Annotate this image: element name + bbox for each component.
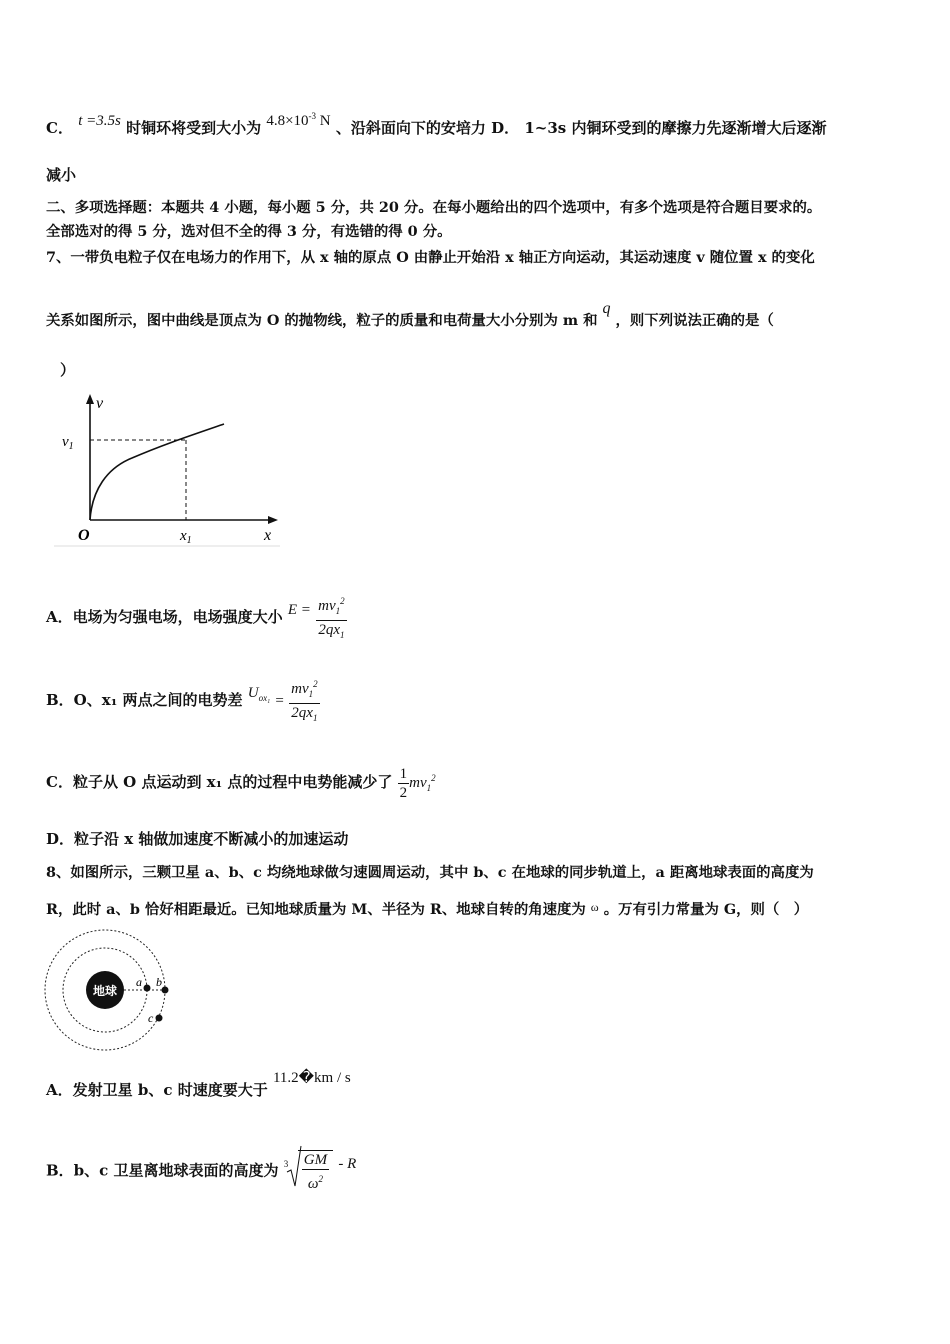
x1-sub: 1 bbox=[186, 535, 192, 546]
label-b: b bbox=[156, 975, 162, 989]
v-axis-label: v bbox=[96, 395, 104, 412]
root-index: 3 bbox=[283, 1159, 289, 1169]
force-unit: N bbox=[319, 113, 331, 129]
label-a: a bbox=[136, 975, 142, 989]
lhs-main: U bbox=[247, 685, 259, 701]
radical-sign bbox=[283, 1144, 302, 1188]
q7-option-b-fraction bbox=[289, 675, 320, 727]
section2-line1: 二、多项选择题：本题共 4 小题，每小题 5 分，共 20 分。在每小题给出的四个选项中，有多个选项是符合题目要求的。 bbox=[46, 199, 822, 216]
den-sub: 1 bbox=[312, 713, 318, 723]
prev-option-d-text: 1~3s 内铜环受到的摩擦力先逐渐增大后逐渐 bbox=[524, 119, 827, 137]
x-axis-arrow bbox=[268, 516, 278, 524]
q7-line2-a: 关系如图所示，图中曲线是顶点为 O 的抛物线，粒子的质量和电荷量大小分别为 m 和 bbox=[46, 312, 598, 329]
cube-root-expression bbox=[284, 1150, 333, 1193]
q8-line2 bbox=[46, 900, 808, 920]
q7-option-b-text: B．O、x₁ 两点之间的电势差 bbox=[46, 691, 243, 709]
q8-option-b bbox=[46, 1150, 356, 1193]
prev-option-c-line bbox=[46, 111, 827, 139]
num-sup: 2 bbox=[313, 679, 318, 689]
force-exponent: -3 bbox=[308, 111, 317, 121]
force-value: 4.8×10 bbox=[266, 113, 309, 129]
section2-line2: 全部选对的得 5 分，选对但不全的得 3 分，有选错的得 0 分。 bbox=[46, 223, 452, 240]
den-sub: 1 bbox=[339, 630, 345, 640]
q7-option-a-text: A．电场为匀强电场，电场强度大小 bbox=[46, 608, 283, 626]
parabola-curve bbox=[90, 424, 224, 520]
satellite-a bbox=[144, 985, 151, 992]
q7-option-a bbox=[46, 592, 347, 644]
prev-option-c-text1: 时铜环将受到大小为 bbox=[126, 119, 262, 137]
num-main: mv bbox=[291, 681, 309, 697]
fraction-numerator: 1 bbox=[399, 765, 408, 782]
den-main: ω bbox=[307, 1176, 319, 1192]
q8-line1: 8、如图所示，三颗卫星 a、b、c 均绕地球做匀速圆周运动，其中 b、c 在地球的同步轨道上，a 距离地球表面的高度为 bbox=[46, 864, 814, 881]
tail-main: mv bbox=[409, 775, 427, 791]
fraction-denominator: 2 bbox=[399, 784, 408, 801]
den-main: 2qx bbox=[291, 705, 313, 721]
fraction-numerator bbox=[289, 675, 320, 704]
x-axis-label: x bbox=[264, 527, 272, 544]
force-expression bbox=[266, 113, 330, 129]
q8-option-b-tail: - R bbox=[338, 1155, 357, 1172]
q7-option-a-fraction bbox=[316, 592, 347, 644]
q7-option-c bbox=[46, 758, 436, 808]
q7-option-c-text: C．粒子从 O 点运动到 x₁ 点的过程中电势能减少了 bbox=[46, 773, 393, 791]
x1-label bbox=[179, 528, 192, 546]
v1-sub: 1 bbox=[68, 441, 74, 452]
origin-label: O bbox=[78, 527, 90, 544]
lhs-sub: ox₁ bbox=[258, 693, 271, 703]
prev-option-d-label: D． bbox=[491, 119, 520, 137]
q7-line2 bbox=[46, 300, 774, 331]
tail-sup: 2 bbox=[431, 773, 436, 783]
q-symbol: q bbox=[602, 300, 611, 317]
q7-line2-b: ，则下列说法正确的是（ bbox=[615, 312, 774, 329]
fraction-denominator bbox=[289, 704, 320, 727]
prev-option-c-label: C． bbox=[46, 119, 73, 137]
q7-line1: 7、一带负电粒子仅在电场力的作用下，从 x 轴的原点 O 由静止开始沿 x 轴正方向运动，其运动速度 v 随位置 x 的变化 bbox=[46, 249, 815, 266]
q8-option-b-text: B．b、c 卫星离地球表面的高度为 bbox=[46, 1161, 279, 1180]
vx-graph bbox=[52, 390, 292, 550]
den-sup: 2 bbox=[318, 1174, 323, 1184]
x1-main: x bbox=[180, 528, 187, 544]
num-sub: 1 bbox=[308, 689, 314, 699]
q8-line2-a: R，此时 a、b 恰好相距最近。已知地球质量为 M、半径为 R、地球自转的角速度为 bbox=[46, 901, 586, 918]
q7-option-b bbox=[46, 675, 320, 727]
prev-option-d-cont: 减小 bbox=[46, 166, 77, 184]
q8-option-a-value: 11.2�km / s bbox=[272, 1070, 351, 1086]
q7-line3: ） bbox=[60, 361, 76, 379]
tail-sub: 1 bbox=[426, 783, 432, 793]
t-expression: t =3.5s bbox=[78, 113, 121, 129]
q8-option-a-text: A．发射卫星 b、c 时速度要大于 bbox=[46, 1081, 268, 1099]
earth-label: 地球 bbox=[92, 984, 118, 998]
num-sup: 2 bbox=[340, 596, 345, 606]
omega-symbol: ω bbox=[590, 900, 599, 914]
q8-line2-b: 。万有引力常量为 G，则（ ） bbox=[603, 901, 809, 918]
fraction-denominator bbox=[316, 621, 347, 644]
den-main: 2qx bbox=[318, 622, 340, 638]
q7-option-a-lhs: E = bbox=[287, 602, 311, 618]
q7-option-b-lhs bbox=[248, 685, 270, 701]
q7-option-c-tail bbox=[409, 775, 436, 791]
prev-option-c-text2: 、沿斜面向下的安培力 bbox=[335, 119, 486, 137]
v1-label bbox=[62, 434, 74, 452]
num-main: mv bbox=[318, 598, 336, 614]
satellite-c bbox=[156, 1015, 163, 1022]
q7-option-d: D．粒子沿 x 轴做加速度不断减小的加速运动 bbox=[46, 830, 349, 848]
v-axis-arrow bbox=[86, 394, 94, 404]
root-denominator bbox=[302, 1170, 329, 1193]
root-fraction bbox=[298, 1150, 333, 1193]
num-sub: 1 bbox=[335, 606, 341, 616]
label-c: c bbox=[148, 1011, 154, 1025]
q8-option-a bbox=[46, 1070, 351, 1101]
root-numerator: GM bbox=[303, 1152, 328, 1168]
orbit-diagram bbox=[42, 928, 182, 1058]
q7-option-b-eq: = bbox=[275, 693, 284, 709]
fraction-numerator bbox=[316, 592, 347, 621]
q7-option-c-fraction bbox=[398, 765, 410, 802]
v1-main: v bbox=[62, 434, 69, 450]
satellite-b bbox=[162, 987, 169, 994]
